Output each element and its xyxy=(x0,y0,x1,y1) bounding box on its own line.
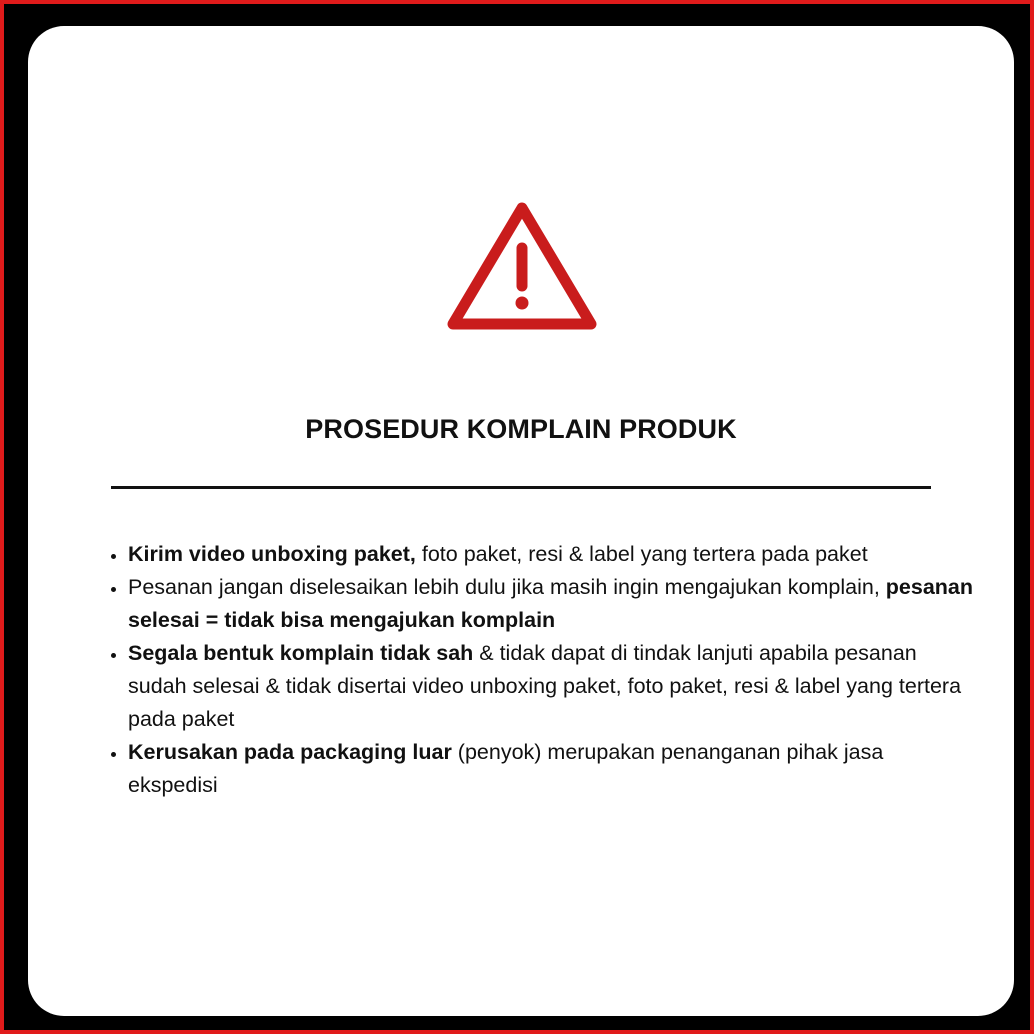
rule-bold-text: pesanan selesai = tidak bisa mengajukan komplain xyxy=(128,575,973,632)
page-title: PROSEDUR KOMPLAIN PRODUK xyxy=(305,414,737,444)
divider xyxy=(111,486,931,489)
warning-triangle-icon xyxy=(445,196,599,336)
list-item xyxy=(128,736,978,802)
rule-text: Pesanan jangan diselesaikan lebih dulu jika masih ingin mengajukan komplain, xyxy=(128,575,886,599)
rule-bold-text: Kirim video unboxing paket, xyxy=(128,542,416,566)
rule-text: (penyok) merupakan penanganan pihak jasa ekspedisi xyxy=(128,740,884,797)
list-item xyxy=(128,637,978,736)
notice-card xyxy=(28,26,1014,1016)
rule-text: foto paket, resi & label yang tertera pada paket xyxy=(415,542,868,566)
list-item xyxy=(128,571,978,637)
rule-bold-text: Kerusakan pada packaging luar xyxy=(128,740,452,764)
complaint-rules-list xyxy=(104,538,978,802)
list-item xyxy=(128,538,978,571)
rule-text: & tidak dapat di tindak lanjuti apabila pesanan sudah selesai & tidak disertai video unboxing paket, foto paket, resi & label yang tertera pada paket xyxy=(128,641,962,731)
rule-bold-text: Segala bentuk komplain tidak sah xyxy=(128,641,474,665)
